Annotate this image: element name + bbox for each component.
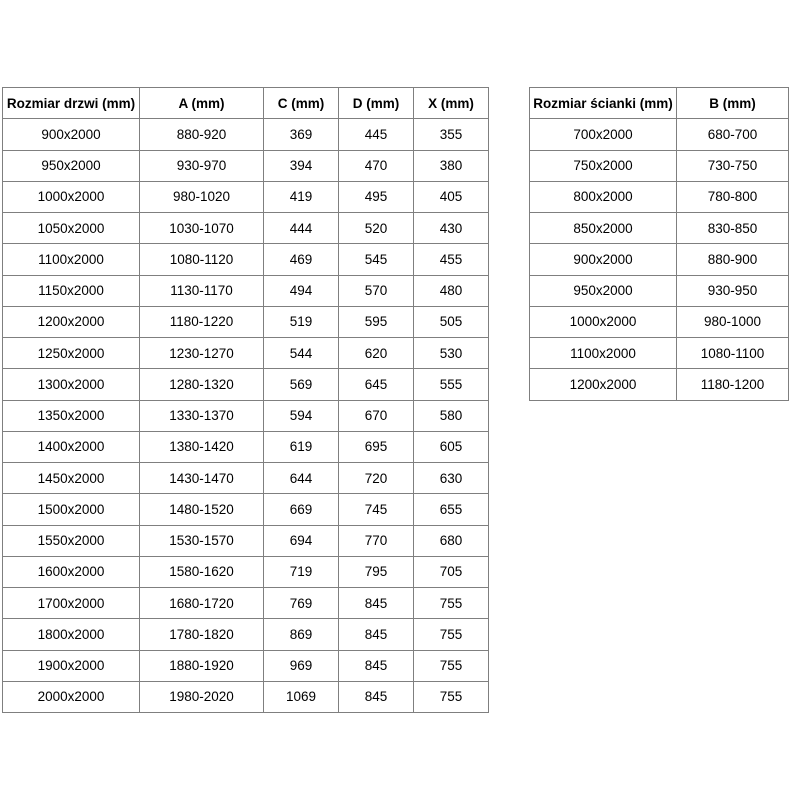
table-cell: 1150x2000	[3, 275, 140, 306]
table-row	[530, 150, 789, 181]
table-row	[3, 244, 489, 275]
table-cell: 1100x2000	[3, 244, 140, 275]
table-cell: 494	[264, 275, 339, 306]
door-sizes-table	[2, 87, 489, 713]
table-cell: 755	[414, 650, 489, 681]
table-cell: 1350x2000	[3, 400, 140, 431]
table-row	[3, 150, 489, 181]
table-cell: 755	[414, 619, 489, 650]
column-header: X (mm)	[414, 88, 489, 119]
table-cell: 1680-1720	[140, 588, 264, 619]
table-row	[530, 275, 789, 306]
table-cell: 1500x2000	[3, 494, 140, 525]
table-cell: 730-750	[677, 150, 789, 181]
table-cell: 480	[414, 275, 489, 306]
table-cell: 755	[414, 681, 489, 712]
table-row	[530, 306, 789, 337]
table-cell: 1480-1520	[140, 494, 264, 525]
table-row	[3, 119, 489, 150]
table-cell: 750x2000	[530, 150, 677, 181]
table-row	[530, 213, 789, 244]
table-cell: 745	[339, 494, 414, 525]
table-cell: 1080-1120	[140, 244, 264, 275]
table-cell: 1530-1570	[140, 525, 264, 556]
table-cell: 980-1000	[677, 306, 789, 337]
wall-panel-sizes-table	[529, 87, 789, 401]
table-cell: 900x2000	[530, 244, 677, 275]
table-cell: 1130-1170	[140, 275, 264, 306]
table-cell: 645	[339, 369, 414, 400]
table-cell: 630	[414, 463, 489, 494]
table-row	[3, 338, 489, 369]
table-cell: 355	[414, 119, 489, 150]
table-cell: 544	[264, 338, 339, 369]
table-cell: 720	[339, 463, 414, 494]
table-cell: 1180-1220	[140, 306, 264, 337]
table-cell: 469	[264, 244, 339, 275]
table-cell: 1430-1470	[140, 463, 264, 494]
table-cell: 594	[264, 400, 339, 431]
table-cell: 1069	[264, 681, 339, 712]
table-cell: 880-900	[677, 244, 789, 275]
header-row	[3, 88, 489, 119]
table-cell: 445	[339, 119, 414, 150]
table-cell: 1450x2000	[3, 463, 140, 494]
table-cell: 1550x2000	[3, 525, 140, 556]
table-row	[3, 400, 489, 431]
table-cell: 405	[414, 181, 489, 212]
table-cell: 780-800	[677, 181, 789, 212]
table-cell: 769	[264, 588, 339, 619]
table-row	[3, 463, 489, 494]
table-cell: 705	[414, 556, 489, 587]
table-cell: 950x2000	[530, 275, 677, 306]
table-cell: 845	[339, 588, 414, 619]
table-cell: 555	[414, 369, 489, 400]
table-cell: 1200x2000	[530, 369, 677, 400]
table-cell: 580	[414, 400, 489, 431]
table-cell: 430	[414, 213, 489, 244]
column-header: Rozmiar drzwi (mm)	[3, 88, 140, 119]
header-row	[530, 88, 789, 119]
table-cell: 595	[339, 306, 414, 337]
table-row	[3, 431, 489, 462]
table-cell: 1000x2000	[3, 181, 140, 212]
table-row	[3, 619, 489, 650]
table-row	[530, 338, 789, 369]
table-cell: 869	[264, 619, 339, 650]
table-cell: 530	[414, 338, 489, 369]
table-cell: 380	[414, 150, 489, 181]
table-row	[3, 213, 489, 244]
table-cell: 470	[339, 150, 414, 181]
table-cell: 845	[339, 650, 414, 681]
table-cell: 900x2000	[3, 119, 140, 150]
table-cell: 845	[339, 681, 414, 712]
table-cell: 680-700	[677, 119, 789, 150]
table-cell: 700x2000	[530, 119, 677, 150]
column-header: Rozmiar ścianki (mm)	[530, 88, 677, 119]
table-cell: 1030-1070	[140, 213, 264, 244]
table-cell: 2000x2000	[3, 681, 140, 712]
table-cell: 770	[339, 525, 414, 556]
table-row	[3, 369, 489, 400]
table-cell: 1280-1320	[140, 369, 264, 400]
table-cell: 394	[264, 150, 339, 181]
table-cell: 605	[414, 431, 489, 462]
table-cell: 419	[264, 181, 339, 212]
table-row	[3, 181, 489, 212]
table-cell: 644	[264, 463, 339, 494]
table-cell: 1080-1100	[677, 338, 789, 369]
table-cell: 880-920	[140, 119, 264, 150]
table-cell: 1980-2020	[140, 681, 264, 712]
table-row	[530, 369, 789, 400]
table-cell: 845	[339, 619, 414, 650]
table-cell: 800x2000	[530, 181, 677, 212]
table-cell: 1880-1920	[140, 650, 264, 681]
table-cell: 930-970	[140, 150, 264, 181]
table-cell: 669	[264, 494, 339, 525]
table-cell: 1600x2000	[3, 556, 140, 587]
column-header: C (mm)	[264, 88, 339, 119]
column-header: D (mm)	[339, 88, 414, 119]
table-cell: 570	[339, 275, 414, 306]
table-cell: 1300x2000	[3, 369, 140, 400]
table-row	[3, 306, 489, 337]
table-cell: 545	[339, 244, 414, 275]
table-cell: 619	[264, 431, 339, 462]
table-cell: 830-850	[677, 213, 789, 244]
table-cell: 969	[264, 650, 339, 681]
table-row	[530, 181, 789, 212]
table-row	[3, 494, 489, 525]
table-row	[3, 681, 489, 712]
table-cell: 1330-1370	[140, 400, 264, 431]
table-cell: 620	[339, 338, 414, 369]
table-cell: 1180-1200	[677, 369, 789, 400]
table-cell: 1900x2000	[3, 650, 140, 681]
table-cell: 1250x2000	[3, 338, 140, 369]
table-cell: 719	[264, 556, 339, 587]
table-row	[530, 244, 789, 275]
table-cell: 695	[339, 431, 414, 462]
table-row	[530, 119, 789, 150]
table-cell: 655	[414, 494, 489, 525]
table-cell: 1050x2000	[3, 213, 140, 244]
table-cell: 520	[339, 213, 414, 244]
table-row	[3, 556, 489, 587]
table-cell: 930-950	[677, 275, 789, 306]
table-cell: 1700x2000	[3, 588, 140, 619]
table-cell: 505	[414, 306, 489, 337]
table-cell: 519	[264, 306, 339, 337]
table-cell: 495	[339, 181, 414, 212]
table-cell: 369	[264, 119, 339, 150]
table-row	[3, 650, 489, 681]
table-cell: 1200x2000	[3, 306, 140, 337]
table-cell: 1000x2000	[530, 306, 677, 337]
table-row	[3, 525, 489, 556]
table-cell: 795	[339, 556, 414, 587]
table-cell: 670	[339, 400, 414, 431]
table-cell: 1100x2000	[530, 338, 677, 369]
table-cell: 569	[264, 369, 339, 400]
table-cell: 680	[414, 525, 489, 556]
table-cell: 694	[264, 525, 339, 556]
table-cell: 1380-1420	[140, 431, 264, 462]
table-cell: 1230-1270	[140, 338, 264, 369]
table-cell: 850x2000	[530, 213, 677, 244]
table-cell: 1580-1620	[140, 556, 264, 587]
table-row	[3, 588, 489, 619]
table-cell: 950x2000	[3, 150, 140, 181]
column-header: A (mm)	[140, 88, 264, 119]
table-cell: 755	[414, 588, 489, 619]
table-cell: 455	[414, 244, 489, 275]
table-cell: 1400x2000	[3, 431, 140, 462]
table-cell: 1780-1820	[140, 619, 264, 650]
table-cell: 1800x2000	[3, 619, 140, 650]
table-cell: 444	[264, 213, 339, 244]
table-cell: 980-1020	[140, 181, 264, 212]
column-header: B (mm)	[677, 88, 789, 119]
table-row	[3, 275, 489, 306]
